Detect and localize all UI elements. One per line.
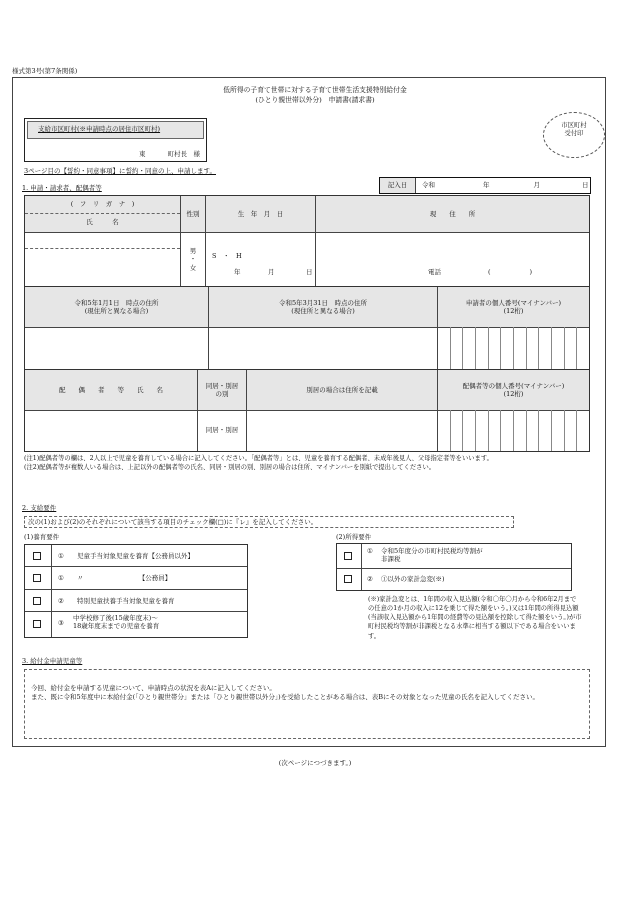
entry-date-era: 令和 [422,181,435,190]
address-header: 現 住 所 [315,196,589,232]
req2-note: (※)家計急変とは、1年間の収入見込額(令和〇年〇月から令和6年2月までの任意の1か月の収入に12を乗じて得た額をいう。)又は1年間の所得見込額(当該収入見込額から1年間の経費等の見込額を控除して得た額をいう。)が市町村民税均等割が非課税となる水準に相当する額以下である場合をいいます。 [368,596,582,640]
cohab-line1: 同居・別居 [205,381,239,390]
stamp-label-reception: 受付印 [564,129,584,137]
section1-heading: 1. 申請・請求者、配偶者等 [22,184,102,192]
form-title-line2: (ひとり親世帯以外分) 申請書(請求書) [255,96,375,104]
entry-date-box[interactable] [379,177,591,194]
entry-date-label: 記入日 [380,178,416,193]
req1-checkbox-2[interactable] [33,574,41,582]
entry-date-day: 日 [582,181,589,190]
section3-line1: 今回、給付金を申請する児童について、申請時点の状況を表Aに記入してください。 [31,684,276,692]
mynum-applicant-line2: (12桁) [503,307,524,315]
spouse-name-header: 配 偶 者 等 氏 名 [59,385,163,394]
addr-jan-line2: (現住所と異なる場合) [84,307,149,315]
req1-num-2: ① [58,574,64,582]
dob-input[interactable] [205,232,315,287]
req1-checkbox-4[interactable] [33,620,41,628]
req1-div-3 [51,590,52,612]
mynum-applicant-line1: 申請者の個人番号(マイナンバー) [465,298,562,307]
municipality-label: 支給市区町村(※申請時点の居住市区町村) [27,121,204,139]
mynum-applicant-header [437,287,589,327]
section2-heading: 2. 支給要件 [22,504,57,512]
mynum-spouse-line2: (12桁) [503,390,524,398]
req2-div-1 [361,544,362,569]
reception-stamp [543,112,605,158]
req1-text-2: 〃 【公務員】 [77,574,172,582]
req1-row[interactable] [25,567,247,590]
note-1: (注1)配偶者等の欄は、2人以上で児童を養育している場合に記入してください。「配偶者等」とは、児童を養育する配偶者、未成年後見人、父母指定者等をいいます。 [24,455,493,462]
req1-row[interactable] [25,612,247,637]
req1-heading: (1)養育要件 [24,533,60,541]
phone-input[interactable]: ( ) [488,268,533,276]
entry-date-month: 月 [533,181,540,190]
req2-checkbox-1[interactable] [344,552,352,560]
req2-table [336,543,572,591]
req1-checkbox-1[interactable] [33,552,41,560]
req2-text-2: ①以外の家計急変(※) [381,575,445,583]
mynum-applicant-input[interactable] [437,327,589,369]
municipality-box [24,118,207,162]
addr-jan-header [25,287,208,327]
applicant-table [24,195,590,287]
req2-text-1: 令和5年度分の市町村民税均等割が 非課税 [381,547,483,564]
cohab-header [197,370,246,410]
gender-header: 性別 [180,196,205,232]
req2-num-1: ① [367,547,373,555]
furigana-header: ( フ リ ガ ナ ) [70,199,135,208]
dob-month: 月 [268,268,275,276]
addr-mar-header [208,287,437,327]
req2-num-2: ② [367,575,373,583]
stamp-label-municipality: 市区町村 [561,122,587,129]
sep-addr-header: 別居の場合は住所を記載 [246,370,437,410]
name-input[interactable] [25,249,180,286]
mayor-prefix: 東 [139,149,146,158]
section3-line2: また、既に令和5年度中に本給付金(「ひとり親世帯分」または「ひとり親世帯以外分」)を受給したことがある場合は、表Bにその対象となった児童の氏名を記入してください。 [31,693,539,702]
req2-checkbox-2[interactable] [344,575,352,583]
mynum-spouse-input[interactable] [437,410,589,451]
note-2: (注2)配偶者等が複数人いる場合は、上記以外の配偶者等の氏名、同居・別居の別、別居の場合は住所、マイナンバーを別紙で提出してください。 [24,464,436,471]
req2-row[interactable] [337,569,571,590]
address-input[interactable] [315,232,589,287]
req1-text-3: 特別児童扶養手当対象児童を養育 [77,597,175,605]
req1-num-3: ② [58,597,64,605]
req2-div-2 [361,569,362,590]
req1-row[interactable] [25,590,247,612]
entry-date-year: 年 [483,181,490,190]
addr-jan-input[interactable] [25,328,208,369]
form-id: 様式第3号(第7条関係) [12,67,78,75]
furigana-input[interactable] [25,232,180,248]
req1-num-4: ③ [58,619,64,627]
req1-text-4: 中学校修了後(15歳年度末)～ 18歳年度末までの児童を養育 [73,614,160,631]
mynum-spouse-line1: 配偶者等の個人番号(マイナンバー) [462,381,565,390]
furigana-divider [25,213,180,214]
name-header: 氏 名 [86,217,119,226]
req1-checkbox-3[interactable] [33,597,41,605]
mayor-line [139,150,200,158]
section2-instruction: 次の(1)および(2)のそれぞれについて該当する項目のチェック欄(□)に『レ』を記入してください。 [24,516,514,528]
mayor-label: 町村長 様 [167,149,200,158]
req2-row[interactable] [337,544,571,569]
previous-address-table [24,286,590,370]
dob-day: 日 [306,268,313,276]
section3-box [24,669,590,739]
mynum-spouse-header [437,370,589,410]
footer-continued: (次ページにつづきます。) [278,759,352,767]
addr-mar-input[interactable] [208,327,437,369]
entry-date-field[interactable] [416,178,590,193]
req1-div-2 [51,567,52,590]
req1-table [24,544,248,638]
req1-num-1: ① [58,552,64,560]
req1-div-1 [51,545,52,567]
spouse-table [24,369,590,452]
spouse-name-input[interactable] [25,411,197,451]
consent-text: 3ページ目の【誓約・同意事項】に誓約・同意の上、申請します。 [24,167,216,175]
cohab-line2: の別 [215,390,229,398]
addr-jan-line1: 令和5年1月1日 時点の住所 [74,298,159,307]
dob-header: 生 年 月 日 [205,196,315,232]
form-title-line1: 低所得の子育て世帯に対する子育て世帯生活支援特別給付金 [223,86,407,94]
mynum-applicant-cells [438,327,589,369]
req1-div-4 [51,612,52,637]
sep-addr-input[interactable] [246,410,437,451]
mynum-spouse-cells [438,410,589,451]
req1-text-1: 児童手当対象児童を養育【公務員以外】 [77,552,194,560]
gender-select[interactable]: 男 ・ 女 [180,232,205,287]
addr-mar-line1: 令和5年3月31日 時点の住所 [278,298,368,307]
addr-mar-line2: (現住所と異なる場合) [291,307,355,315]
cohab-select[interactable]: 同居・別居 [197,410,246,451]
req1-row[interactable] [25,545,247,567]
req2-heading: (2)所得要件 [336,533,372,541]
dob-year: 年 [234,268,241,276]
era-options: S ・ H [212,252,242,260]
section3-heading: 3. 給付金申請児童等 [22,657,83,665]
phone-label: 電話 [428,268,441,276]
